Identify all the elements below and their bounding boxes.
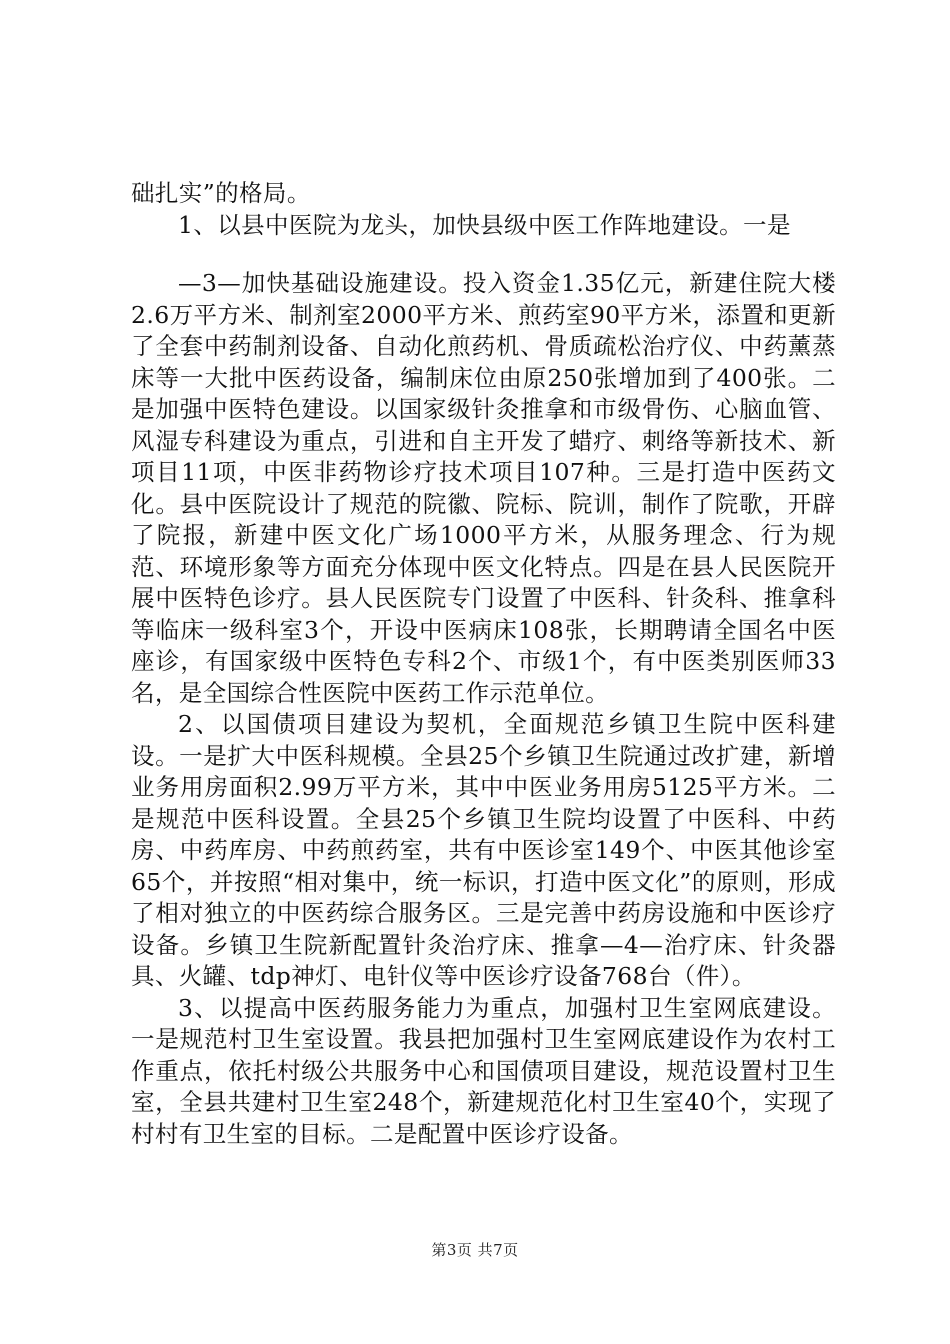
paragraph-section-1-heading: 1、以县中医院为龙头，加快县级中医工作阵地建设。一是 bbox=[178, 210, 791, 239]
paragraph-section-3: 3、以提高中医药服务能力为重点，加强村卫生室网底建设。一是规范村卫生室设置。我县把加强村卫生室网底建设作为农村工作重点，依托村级公共服务中心和国债项目建设，规范设置村卫生室，全县共建村卫生室248个，新建规范化村卫生室40个，实现了村村有卫生室的目标。二是配置中医诊疗设备。 bbox=[131, 993, 836, 1148]
main-text-block bbox=[131, 268, 836, 1150]
top-text-block bbox=[131, 178, 836, 241]
paragraph-section-1-body: —3—加快基础设施建设。投入资金1.35亿元，新建住院大楼2.6万平方米、制剂室2000平方米、煎药室90平方米，添置和更新了全套中药制剂设备、自动化煎药机、骨质疏松治疗仪、中药薰蒸床等一大批中医药设备，编制床位由原250张增加到了400张。二是加强中医特色建设。以国家级针灸推拿和市级骨伤、心脑血管、风湿专科建设为重点，引进和自主开发了蜡疗、刺络等新技术、新项目11项，中医非药物诊疗技术项目107种。三是打造中医药文化。县中医院设计了规范的院徽、院标、院训，制作了院歌，开辟了院报，新建中医文化广场1000平方米，从服务理念、行为规范、环境形象等方面充分体现中医文化特点。四是在县人民医院开展中医特色诊疗。县人民医院专门设置了中医科、针灸科、推拿科等临床一级科室3个，开设中医病床108张，长期聘请全国名中医座诊，有国家级中医特色专科2个、市级1个，有中医类别医师33名，是全国综合性医院中医药工作示范单位。 bbox=[131, 269, 836, 707]
paragraph-continuation: 础扎实”的格局。 bbox=[131, 179, 311, 207]
page-number-footer: 第3页 共7页 bbox=[431, 1241, 519, 1259]
paragraph-section-2: 2、以国债项目建设为契机，全面规范乡镇卫生院中医科建设。一是扩大中医科规模。全县25个乡镇卫生院通过改扩建，新增业务用房面积2.99万平方米，其中中医业务用房5125平方米。二是规范中医科设置。全县25个乡镇卫生院均设置了中医科、中药房、中药库房、中药煎药室，共有中医诊室149个、中医其他诊室65个，并按照“相对集中，统一标识，打造中医文化”的原则，形成了相对独立的中医药综合服务区。三是完善中药房设施和中医诊疗设备。乡镇卫生院新配置针灸治疗床、推拿—4—治疗床、针灸器具、火罐、tdp神灯、电针仪等中医诊疗设备768台（件）。 bbox=[131, 710, 836, 990]
